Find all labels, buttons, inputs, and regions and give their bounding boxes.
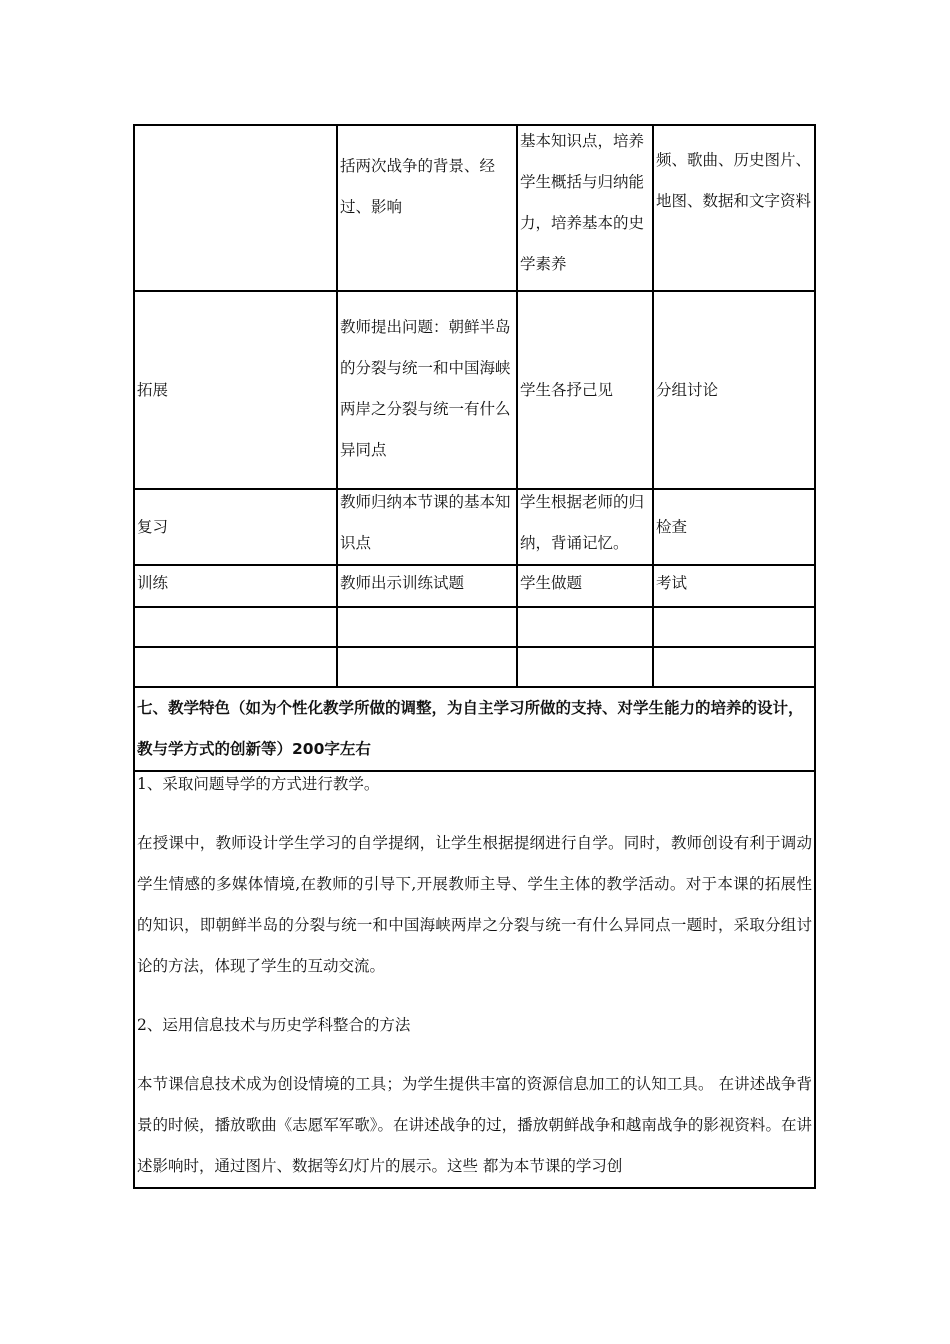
- media-cell: 检查: [653, 489, 815, 565]
- table-row: [134, 647, 815, 687]
- section-body-row: [134, 771, 815, 1188]
- student-activity-cell: 基本知识点，培养学生概括与归纳能力，培养基本的史学素养: [517, 125, 653, 291]
- student-activity-cell: [517, 607, 653, 647]
- stage-cell: [134, 607, 337, 647]
- student-activity-cell: [517, 647, 653, 687]
- student-activity-cell: 学生做题: [517, 565, 653, 607]
- teacher-activity-cell: 教师归纳本节课的基本知识点: [337, 489, 517, 565]
- student-activity-cell: 学生各抒己见: [517, 291, 653, 489]
- teacher-activity-cell: 教师出示训练试题: [337, 565, 517, 607]
- section-7-body: [134, 771, 815, 1188]
- lesson-plan-table: [133, 124, 816, 1189]
- stage-cell: 拓展: [134, 291, 337, 489]
- student-activity-cell: 学生根据老师的归纳，背诵记忆。: [517, 489, 653, 565]
- table-row: [134, 291, 815, 489]
- media-cell: [653, 647, 815, 687]
- paragraph-heading: 1、采取问题导学的方式进行教学。: [137, 775, 380, 793]
- table-row: [134, 489, 815, 565]
- media-cell: 考试: [653, 565, 815, 607]
- teacher-activity-cell: [337, 647, 517, 687]
- table-row: [134, 607, 815, 647]
- media-cell: 频、歌曲、历史图片、地图、数据和文字资料: [653, 125, 815, 291]
- stage-cell: 训练: [134, 565, 337, 607]
- teacher-activity-cell: 教师提出问题：朝鲜半岛的分裂与统一和中国海峡两岸之分裂与统一有什么异同点: [337, 291, 517, 489]
- stage-cell: [134, 647, 337, 687]
- table-row: [134, 565, 815, 607]
- media-cell: [653, 607, 815, 647]
- teacher-activity-cell: 括两次战争的背景、经过、影响: [337, 125, 517, 291]
- paragraph-heading: 2、运用信息技术与历史学科整合的方法: [137, 1016, 411, 1034]
- section-title-row: [134, 687, 815, 771]
- media-cell: 分组讨论: [653, 291, 815, 489]
- paragraph-body: 在授课中，教师设计学生学习的自学提纲，让学生根据提纲进行自学。同时，教师创设有利于调动学生情感的多媒体情境,在教师的引导下,开展教师主导、学生主体的教学活动。对于本课的拓展性的知识，即朝鲜半岛的分裂与统一和中国海峡两岸之分裂与统一有什么异同点一题时，采取分组讨论的方法，体现了学生的互动交流。: [137, 834, 812, 975]
- teacher-activity-cell: [337, 607, 517, 647]
- paragraph-body: 本节课信息技术成为创设情境的工具；为学生提供丰富的资源信息加工的认知工具。 在讲述战争背景的时候，播放歌曲《志愿军军歌》。在讲述战争的过，播放朝鲜战争和越南战争的影视资料。在讲述影响时，通过图片、数据等幻灯片的展示。这些 都为本节课的学习创: [137, 1075, 812, 1175]
- table-row: [134, 125, 815, 291]
- section-7-title: 七、教学特色（如为个性化教学所做的调整，为自主学习所做的支持、对学生能力的培养的设计，教与学方式的创新等）200字左右: [134, 687, 815, 771]
- stage-cell: [134, 125, 337, 291]
- stage-cell: 复习: [134, 489, 337, 565]
